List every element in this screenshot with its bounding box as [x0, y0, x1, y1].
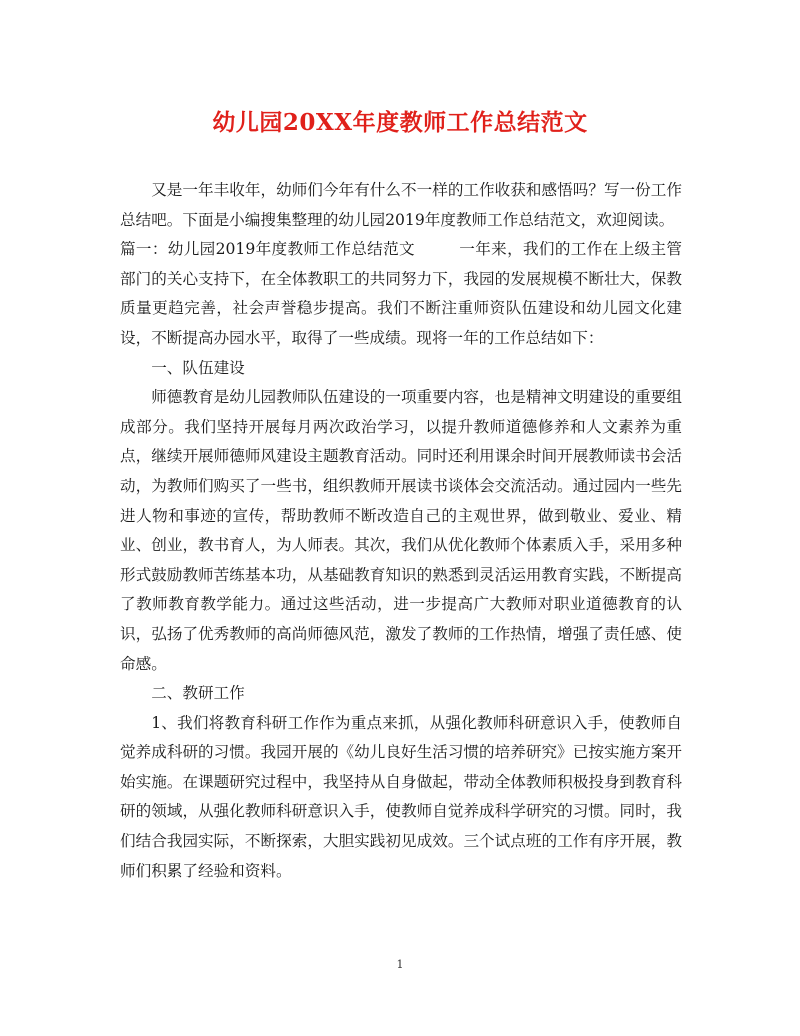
article-heading: 篇一：幼儿园2019年度教师工作总结范文: [120, 240, 415, 259]
section-1-paragraph: 师德教育是幼儿园教师队伍建设的一项重要内容，也是精神文明建设的重要组成部分。我们坚持开展每月两次政治学习，以提升教师道德修养和人文素养为重点，继续开展师德师风建设主题教育活动。同时还利用课余时间开展教师读书会活动，为教师们购买了一些书，组织教师开展读书谈体会交流活动。通过园内一些先进人物和事迹的宣传，帮助教师不断改造自己的主观世界，做到敬业、爱业、精业、创业，教书育人，为人师表。其次，我们从优化教师个体素质入手，采用多种形式鼓励教师苦练基本功，从基础教育知识的熟悉到灵活运用教育实践，不断提高了教师教育教学能力。通过这些活动，进一步提高广大教师对职业道德教育的认识，弘扬了优秀教师的高尚师德风范，激发了教师的工作热情，增强了责任感、使命感。: [120, 388, 682, 673]
section-1-heading: 一、队伍建设: [151, 358, 245, 377]
document-body: [120, 176, 682, 886]
article-opening: 一年来，我们的工作在上级主管部门的关心支持下，在全体教职工的共同努力下，我园的发展规模不断壮大，保教质量更趋完善，社会声誉稳步提高。我们不断注重师资队伍建设和幼儿园文化建设，不断提高办园水平，取得了一些成绩。现将一年的工作总结如下：: [120, 240, 682, 347]
section-2-heading: 二、教研工作: [151, 684, 245, 703]
intro-paragraph: 又是一年丰收年，幼师们今年有什么不一样的工作收获和感悟吗？写一份工作总结吧。下面是小编搜集整理的幼儿园2019年度教师工作总结范文，欢迎阅读。: [120, 181, 682, 229]
article-paragraph: [120, 235, 682, 353]
page-number: 1: [396, 958, 404, 971]
section-2-paragraph: 1、我们将教育科研工作作为重点来抓，从强化教师科研意识入手，使教师自觉养成科研的习惯。我园开展的《幼儿良好生活习惯的培养研究》已按实施方案开始实施。在课题研究过程中，我坚持从自身做起，带动全体教师积极投身到教育科研的领域，从强化教师科研意识入手，使教师自觉养成科学研究的习惯。同时，我们结合我园实际，不断探索，大胆实践初见成效。三个试点班的工作有序开展，教师们积累了经验和资料。: [120, 713, 682, 880]
page-title: 幼儿园20XX年度教师工作总结范文: [212, 109, 588, 136]
